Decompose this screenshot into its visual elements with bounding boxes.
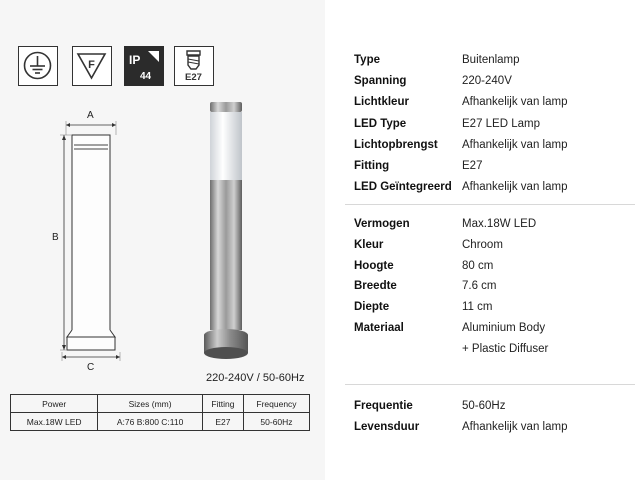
spec-value-spanning: 220-240V: [462, 75, 512, 87]
spec-label-materiaal: Materiaal: [354, 322, 404, 334]
spec-label-vermogen: Vermogen: [354, 218, 410, 230]
section-divider: [345, 384, 635, 385]
ip-number: 44: [140, 71, 152, 82]
section-divider: [345, 204, 635, 205]
spec-value-vermogen: Max.18W LED: [462, 218, 537, 230]
spec-label-hoogte: Hoogte: [354, 260, 394, 272]
bollard-lamp-photo: [196, 100, 256, 365]
table-header-cell: Fitting: [202, 395, 243, 413]
spec-label-kleur: Kleur: [354, 239, 384, 251]
svg-text:F: F: [88, 59, 95, 71]
table-header-cell: Sizes (mm): [98, 395, 202, 413]
spec-label-type: Type: [354, 54, 380, 66]
ip-label: IP: [129, 53, 141, 67]
spec-value-materiaal-2: + Plastic Diffuser: [462, 343, 549, 355]
spec-label-breedte: Breedte: [354, 280, 397, 292]
spec-label-frequentie: Frequentie: [354, 400, 413, 412]
ip-rating-icon: [124, 46, 164, 86]
spec-value-lichtopbrengst: Afhankelijk van lamp: [462, 139, 568, 151]
spec-value-frequentie: 50-60Hz: [462, 400, 506, 412]
spec-label-fitting: Fitting: [354, 160, 390, 172]
spec-value-kleur: Chroom: [462, 239, 503, 251]
table-header-cell: Frequency: [243, 395, 309, 413]
spec-label-lichtopbrengst: Lichtopbrengst: [354, 139, 438, 151]
table-cell: 50-60Hz: [243, 413, 309, 431]
spec-value-led-type: E27 LED Lamp: [462, 118, 540, 130]
spec-value-led-geintegreerd: Afhankelijk van lamp: [462, 181, 568, 193]
spec-label-lichtkleur: Lichtkleur: [354, 96, 409, 108]
spec-value-lichtkleur: Afhankelijk van lamp: [462, 96, 568, 108]
spec-label-levensduur: Levensduur: [354, 421, 420, 433]
voltage-caption: 220-240V / 50-60Hz: [206, 372, 305, 384]
table-cell: A:76 B:800 C:110: [98, 413, 202, 431]
spec-summary-table: [10, 394, 310, 431]
spec-label-diepte: Diepte: [354, 301, 390, 313]
spec-label-led-geintegreerd: LED Geïntegreerd: [354, 181, 452, 193]
spec-value-materiaal: Aluminium Body: [462, 322, 546, 334]
f-mark-icon: [72, 46, 112, 86]
spec-label-led-type: LED Type: [354, 118, 407, 130]
spec-value-diepte: 11 cm: [462, 301, 493, 313]
table-cell: Max.18W LED: [11, 413, 98, 431]
table-row: [11, 413, 310, 431]
earth-ground-icon: [18, 46, 58, 86]
table-header-cell: Power: [11, 395, 98, 413]
dimension-label-b: B: [52, 232, 59, 243]
spec-value-breedte: 7.6 cm: [462, 280, 497, 292]
spec-label-spanning: Spanning: [354, 75, 407, 87]
table-header-row: [11, 395, 310, 413]
e27-bulb-base-icon: [174, 46, 214, 86]
dimension-label-c: C: [87, 362, 95, 373]
spec-value-fitting: E27: [462, 160, 483, 172]
table-cell: E27: [202, 413, 243, 431]
e27-label: E27: [185, 72, 202, 83]
spec-value-levensduur: Afhankelijk van lamp: [462, 421, 568, 433]
spec-value-type: Buitenlamp: [462, 54, 520, 66]
dimension-label-a: A: [87, 110, 94, 121]
spec-value-hoogte: 80 cm: [462, 260, 494, 272]
